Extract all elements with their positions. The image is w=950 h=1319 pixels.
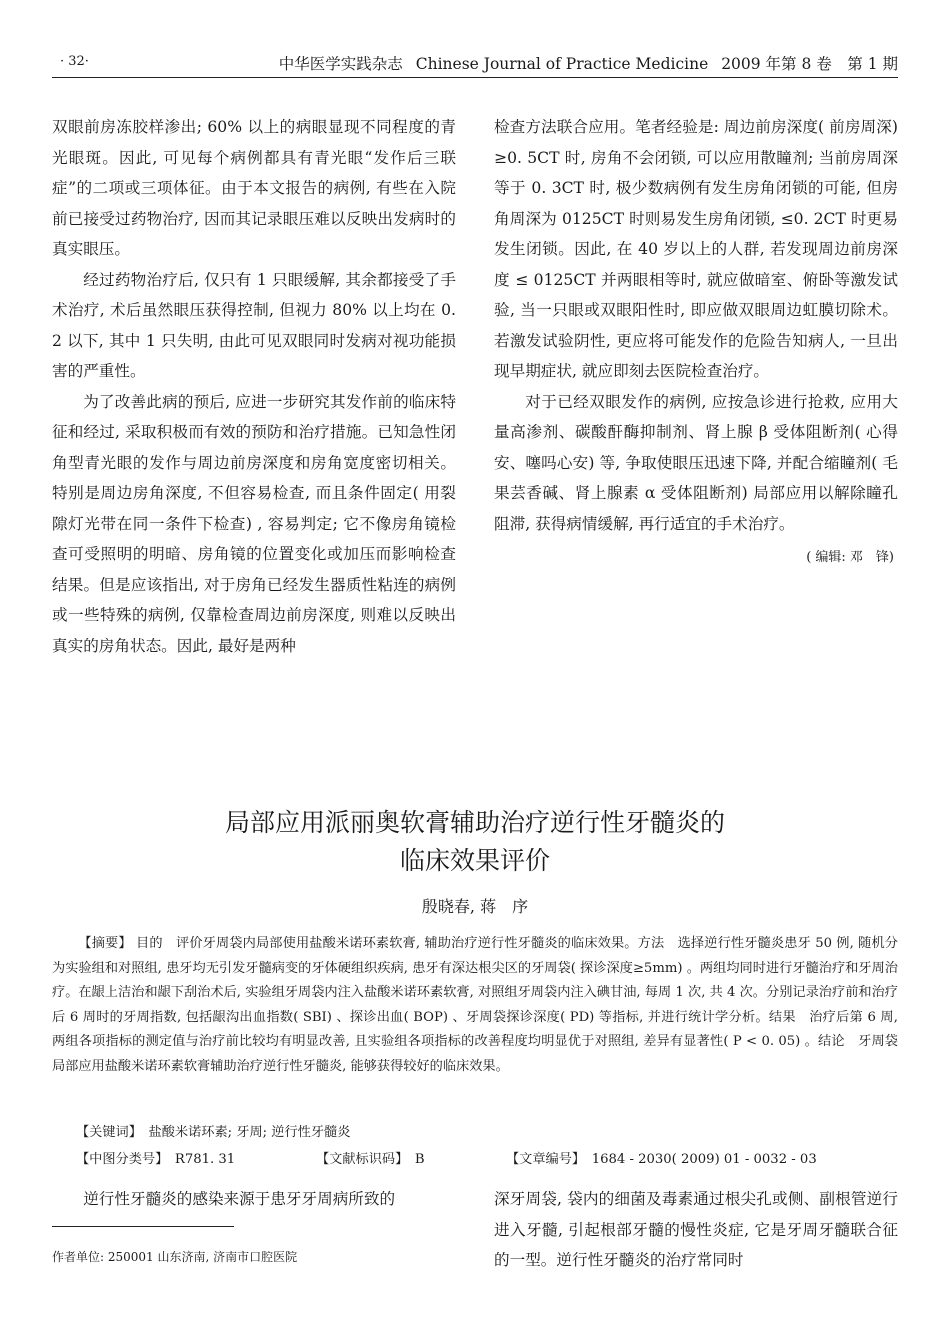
body-text-left: 逆行性牙髓炎的感染来源于患牙牙周病所致的 (83, 1190, 396, 1208)
article-number: 【文章编号】 1684 - 2030( 2009) 01 - 0032 - 03 (506, 1152, 817, 1167)
clc-number: 【中图分类号】 R781. 31 (76, 1152, 236, 1167)
journal-name-en: Chinese Journal of Practice Medicine (415, 55, 709, 73)
journal-issue: 2009 年第 8 卷 第 1 期 (721, 55, 898, 73)
title-line-2: 临床效果评价 (399, 846, 550, 875)
journal-name-cn: 中华医学实践杂志 (278, 55, 403, 73)
title-line-1: 局部应用派丽奥软膏辅助治疗逆行性牙髓炎的 (224, 808, 725, 837)
journal-info (271, 52, 898, 74)
header-rule (52, 77, 898, 78)
article-authors: 殷晓春, 蒋 序 (421, 897, 529, 916)
author-affiliation: 作者单位: 250001 山东济南, 济南市口腔医院 (52, 1250, 298, 1264)
abstract (52, 932, 898, 1079)
page-number: · 32· (60, 54, 89, 69)
abstract-text: 【摘要】 目的 评价牙周袋内局部使用盐酸米诺环素软膏, 辅助治疗逆行性牙髓炎的临床效果。方法 选择逆行性牙髓炎患牙 50 例, 随机分为实验组和对照组, 患牙均无引发牙髓病变的牙体硬组织疾病, 患牙有深达根尖区的牙周袋( 探诊深度≥5mm) 。两组均同时进行牙髓治疗和牙周治疗。在龈上洁治和龈下刮治术后, 实验组牙周袋内注入盐酸米诺环素软膏, 对照组牙周袋内注入碘甘油, 每周 1 次, 共 4 次。分别记录治疗前和治疗后 6 周时的牙周指数, 包括龈沟出血指数( SBI) 、探诊出血( BOP) 、牙周袋探诊深度( PD) 等指标, 并进行统计学分析。结果 治疗后第 6 周, 两组各项指标的测定值与治疗前比较均有明显改善, 且实验组各项指标的改善程度均明显优于对照组, 差异有显著性( P < 0. 05) 。结论 牙周袋局部应用盐酸米诺环素软膏辅助治疗逆行性牙髓炎, 能够获得较好的临床效果。 (52, 936, 898, 1074)
prev-article-left-column (52, 112, 456, 661)
paragraph: 为了改善此病的预后, 应进一步研究其发作前的临床特征和经过, 采取积极而有效的预防和治疗措施。已知急性闭角型青光眼的发作与周边前房深度和房角宽度密切相关。特别是周边房角深度, 不但容易检查, 而且条件固定( 用裂隙灯光带在同一条件下检查) , 容易判定; 它不像房角镜检查可受照明的明暗、房角镜的位置变化或加压而影响检查结果。但是应该指出, 对于房角已经发生器质性粘连的病例或一些特殊的病例, 仅靠检查周边前房深度, 则难以反映出真实的房角状态。因此, 最好是两种 (52, 392, 456, 655)
article-title (0, 804, 950, 880)
body-right-column (494, 1184, 898, 1276)
body-left-column (52, 1184, 456, 1215)
editor-note: ( 编辑: 邓 锋) (806, 550, 894, 565)
document-code: 【文献标识码】 B (316, 1152, 425, 1167)
paragraph: 检查方法联合应用。笔者经验是: 周边前房深度( 前房周深) ≥0. 5CT 时, 房角不会闭锁, 可以应用散瞳剂; 当前房周深等于 0. 3CT 时, 极少数病例有发生房角闭锁的可能, 但房角周深为 0125CT 时则易发生房角闭锁, ≤0. 2CT 时更易发生闭锁。因此, 在 40 岁以上的人群, 若发现周边前房深度 ≤ 0125CT 并两眼相等时, 就应做暗室、俯卧等激发试验, 当一只眼或双眼阳性时, 即应做双眼周边虹膜切除术。若激发试验阴性, 更应将可能发作的危险告知病人, 一旦出现早期症状, 就应即刻去医院检查治疗。 (494, 118, 898, 380)
page-header (52, 52, 898, 78)
paragraph: 经过药物治疗后, 仅只有 1 只眼缓解, 其余都接受了手术治疗, 术后虽然眼压获得控制, 但视力 80% 以上均在 0. 2 以下, 其中 1 只失明, 由此可见双眼同时发病对视功能损害的严重性。 (52, 270, 456, 380)
keywords: 【关键词】 盐酸米诺环素; 牙周; 逆行性牙髓炎 (76, 1125, 351, 1140)
paragraph: 对于已经双眼发作的病例, 应按急诊进行抢救, 应用大量高渗剂、碳酸酐酶抑制剂、肾上腺 β 受体阻断剂( 心得安、噻吗心安) 等, 争取使眼压迅速下降, 并配合缩瞳剂( 毛果芸香碱、肾上腺素 α 受体阻断剂) 局部应用以解除瞳孔阻滞, 获得病情缓解, 再行适宜的手术治疗。 (494, 392, 898, 533)
body-text-right: 深牙周袋, 袋内的细菌及毒素通过根尖孔或侧、副根管逆行进入牙髓, 引起根部牙髓的慢性炎症, 它是牙周牙髓联合征的一型。逆行性牙髓炎的治疗常同时 (494, 1190, 898, 1269)
prev-article-right-column (494, 112, 898, 574)
footnote-rule (52, 1226, 234, 1227)
paragraph: 双眼前房冻胶样渗出; 60% 以上的病眼显现不同程度的青光眼斑。因此, 可见每个病例都具有青光眼“发作后三联症”的二项或三项体征。由于本文报告的病例, 有些在入院前已接受过药物治疗, 因而其记录眼压难以反映出发病时的真实眼压。 (52, 118, 456, 258)
